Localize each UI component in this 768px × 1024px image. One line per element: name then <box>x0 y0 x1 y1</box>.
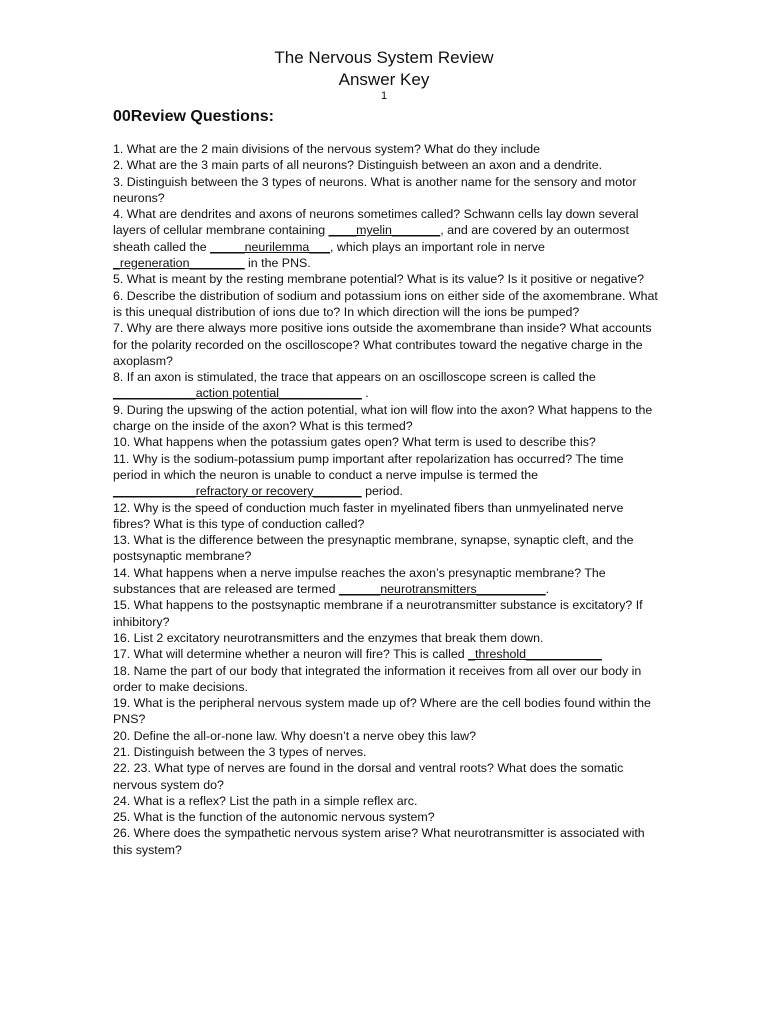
question-9: 9. During the upswing of the action potential, what ion will flow into the axon? What happens to the charge on the inside of the axon? What is this termed? <box>113 402 653 434</box>
question-14-text-b: . <box>545 582 550 597</box>
question-1: 1. What are the 2 main divisions of the nervous system? What do they include <box>113 142 541 156</box>
question-20: 20. Define the all-or-none law. Why doesn’t a nerve obey this law? <box>113 728 476 743</box>
question-4-text-b: , and are covered by an outermost sheath called the <box>113 223 629 254</box>
answer-regeneration: _regeneration________ <box>113 256 245 271</box>
question-8-text-b: . <box>361 386 369 401</box>
answer-myelin: ____myelin_______ <box>328 223 441 238</box>
question-21: 21. Distinguish between the 3 types of nerves. <box>113 744 367 759</box>
question-18: 18. Name the part of our body that integrated the information it receives from all over our body in order to make decisions. <box>113 663 642 694</box>
answer-neurotransmitters: ______neurotransmitters__________ <box>338 582 546 597</box>
question-22-23: 22. 23. What type of nerves are found in the dorsal and ventral roots? What does the somatic nervous system do? <box>113 761 624 792</box>
question-11-text-b: period. <box>361 484 404 499</box>
question-11-text-a: 11. Why is the sodium-potassium pump important after repolarization has occurred? The time period in which the neuron is unable to conduct a nerve impulse is termed the <box>113 451 624 482</box>
question-list <box>113 141 658 858</box>
question-26: 26. Where does the sympathetic nervous system arise? What neurotransmitter is associated with this system? <box>113 826 645 857</box>
question-8-text-a: 8. If an axon is stimulated, the trace that appears on an oscilloscope screen is called the <box>113 370 596 385</box>
document-title: The Nervous System Review <box>274 48 494 67</box>
question-16: 16. List 2 excitatory neurotransmitters and the enzymes that break them down. <box>113 630 544 645</box>
question-3: 3. Distinguish between the 3 types of neurons. What is another name for the sensory and motor neurons? <box>113 174 637 205</box>
document-subtitle: Answer Key <box>338 70 430 89</box>
answer-neurilemma: _____neurilemma___ <box>210 239 330 254</box>
question-17-text-a: 17. What will determine whether a neuron will fire? This is called <box>113 647 469 662</box>
section-heading: 00Review Questions: <box>113 108 274 125</box>
question-6: 6. Describe the distribution of sodium and potassium ions on either side of the axomembrane. What is this unequal distribution of ions due to? In which direction will the ions be pumped? <box>113 288 658 319</box>
question-4-text-d: in the PNS. <box>244 256 311 271</box>
question-4-text-a: 4. What are dendrites and axons of neurons sometimes called? Schwann cells lay down several layers of cellular membrane containing <box>113 207 639 238</box>
question-10: 10. What happens when the potassium gates open? What term is used to describe this? <box>113 435 596 450</box>
answer-action-potential: ____________action potential____________ <box>113 386 362 401</box>
question-15: 15. What happens to the postsynaptic membrane if a neurotransmitter substance is excitatory? If inhibitory? <box>113 598 643 629</box>
page-number: 1 <box>380 90 388 102</box>
answer-refractory: ____________refractory or recovery_______ <box>113 484 362 499</box>
question-13: 13. What is the difference between the presynaptic membrane, synapse, synaptic cleft, and the postsynaptic membrane? <box>113 533 634 564</box>
question-2: 2. What are the 3 main parts of all neurons? Distinguish between an axon and a dendrite. <box>113 158 603 173</box>
answer-threshold: _threshold___________ <box>468 647 602 662</box>
question-12: 12. Why is the speed of conduction much faster in myelinated fibers than unmyelinated nerve fibres? What is this type of conduction called? <box>113 500 624 531</box>
question-8 <box>113 369 658 402</box>
question-24: 24. What is a reflex? List the path in a simple reflex arc. <box>113 793 418 808</box>
question-25: 25. What is the function of the autonomic nervous system? <box>113 810 435 825</box>
question-5: 5. What is meant by the resting membrane potential? What is its value? Is it positive or negative? <box>113 272 644 287</box>
question-19: 19. What is the peripheral nervous system made up of? Where are the cell bodies found within the PNS? <box>113 696 651 727</box>
question-14-text-a: 14. What happens when a nerve impulse reaches the axon’s presynaptic membrane? The substances that are released are termed <box>113 565 606 597</box>
question-17 <box>113 646 658 662</box>
question-4 <box>113 206 658 271</box>
question-7: 7. Why are there always more positive ions outside the axomembrane than inside? What accounts for the polarity recorded on the oscilloscope? What contributes toward the negative charge in the axoplasm? <box>113 321 652 368</box>
question-11 <box>113 451 658 500</box>
question-14 <box>113 565 658 598</box>
question-4-text-c: , which plays an important role in nerve <box>330 239 545 254</box>
